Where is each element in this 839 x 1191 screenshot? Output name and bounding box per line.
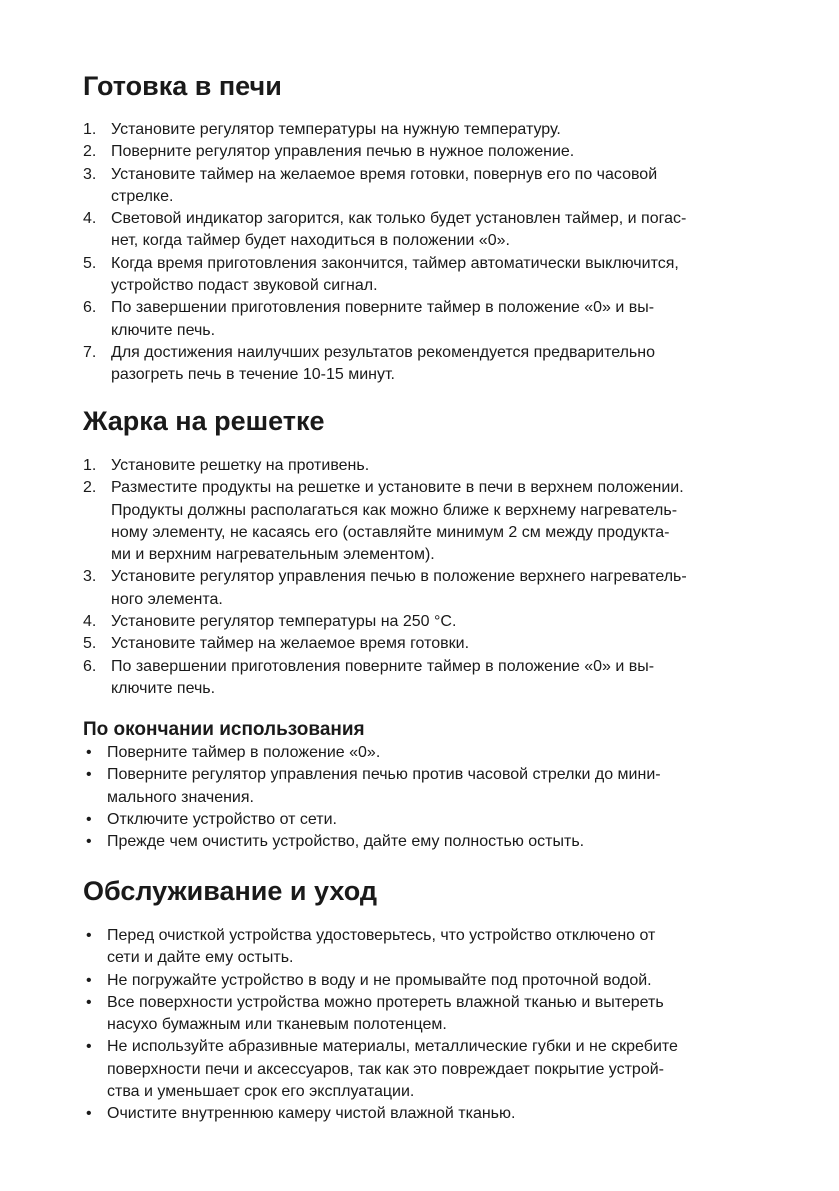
list-item: 3. Установите регулятор управления печью в положение верхнего нагреватель- ного элемента. <box>83 568 687 608</box>
list-item: • Перед очисткой устройства удостоверьтесь, что устройство отключено от сети и дайте ему остыть. <box>86 927 656 967</box>
list-item: • Все поверхности устройства можно протереть влажной тканью и вытереть насухо бумажным или тканевым полотенцем. <box>86 993 664 1034</box>
section-title-grill: Жарка на решетке <box>83 406 325 436</box>
bullet-icon: • <box>86 1038 92 1056</box>
section-title-after-use: По окончании использования <box>83 719 365 740</box>
bullet-icon: • <box>86 1105 92 1123</box>
baking-steps-list <box>83 119 783 387</box>
list-item: 1. Установите регулятор температуры на нужную температуру. <box>83 121 561 138</box>
list-item: 3. Установите таймер на желаемое время готовки, повернув его по часовой стрелке. <box>83 165 658 205</box>
list-item: 5. Когда время приготовления закончится, таймер автоматически выключится, устройство подаст звуковой сигнал. <box>83 254 679 295</box>
maintenance-list <box>83 925 783 1126</box>
list-item: • Очистите внутреннюю камеру чистой влажной тканью. <box>83 1103 783 1125</box>
bullet-icon: • <box>86 810 92 828</box>
list-item: • Отключите устройство от сети. <box>83 809 783 831</box>
list-item: 5. Установите таймер на желаемое время готовки. <box>83 635 470 653</box>
list-item: 7. Для достижения наилучших результатов рекомендуется предварительно разогреть печь в течение 10-15 минут. <box>83 343 655 384</box>
bullet-icon: • <box>86 971 92 989</box>
bullet-icon: • <box>86 766 92 784</box>
list-item: • Не используйте абразивные материалы, металлические губки и не скребите поверхности печи и аксессуаров, так как это повреждает покрытие устрой- ства и уменьшает срок его эксплуатации. <box>86 1038 678 1101</box>
list-item: 2. Разместите продукты на решетке и установите в печи в верхнем положении. Продукты должны располагаться как можно ближе к верхнему нагреватель- ному элементу, не касаясь его (оставляйте минимум 2 см между продукта- ми и верхним нагревательным элементом). <box>83 479 684 564</box>
list-item: 2. Поверните регулятор управления печью в нужное положение. <box>83 143 575 161</box>
grill-steps-list <box>83 455 783 700</box>
list-item: 1. Установите решетку на противень. <box>83 457 370 474</box>
section-title-baking: Готовка в печи <box>83 71 282 101</box>
section-title-maintenance: Обслуживание и уход <box>83 876 377 906</box>
list-item: • Прежде чем очистить устройство, дайте ему полностью остыть. <box>83 831 783 853</box>
list-item: 6. По завершении приготовления поверните таймер в положение «0» и вы- ключите печь. <box>83 299 655 339</box>
bullet-icon: • <box>86 993 92 1011</box>
bullet-icon: • <box>86 744 92 761</box>
after-use-list <box>83 742 783 853</box>
bullet-icon: • <box>86 927 92 944</box>
list-item: 4. Установите регулятор температуры на 250 °С. <box>83 613 457 631</box>
list-item: • Поверните регулятор управления печью против часовой стрелки до мини- мального значения. <box>86 766 661 806</box>
list-item: 4. Световой индикатор загорится, как только будет установлен таймер, и погас- нет, когда таймер будет находиться в положении «0». <box>83 210 687 250</box>
bullet-icon: • <box>86 833 92 851</box>
list-item: • Не погружайте устройство в воду и не промывайте под проточной водой. <box>83 970 783 992</box>
list-item: • Поверните таймер в положение «0». <box>83 742 783 764</box>
list-item: 6. По завершении приготовления поверните таймер в положение «0» и вы- ключите печь. <box>83 657 655 697</box>
